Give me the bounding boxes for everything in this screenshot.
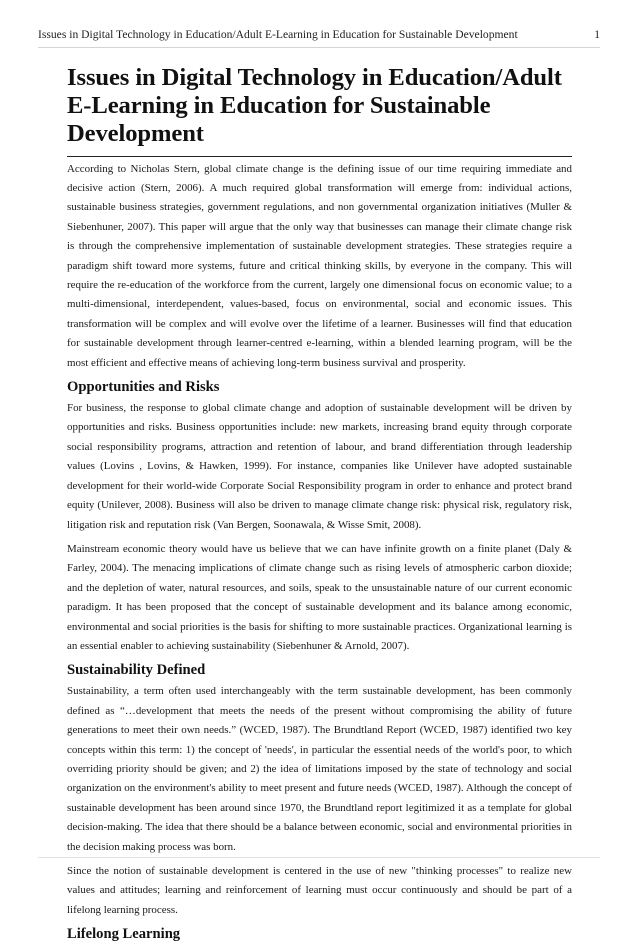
document-title: Issues in Digital Technology in Education/Adult E-Learning in Education for Sustainable Development (67, 64, 562, 148)
document-body (67, 64, 572, 946)
title-divider (67, 156, 572, 157)
paragraph: Since the notion of sustainable development is centered in the use of new "thinking processes" to realize new values and attitudes; learning and reinforcement of learning must occur continuously and should be part of a lifelong learning process. (67, 865, 572, 916)
footer-divider (38, 857, 600, 858)
header-divider (38, 47, 600, 48)
intro-paragraph: According to Nicholas Stern, global climate change is the defining issue of our time requiring immediate and decisive action (Stern, 2006). A much required global transformation will emerge from: individual actions, sustainable business strategies, government regulations, and non governmental organization initiatives (Muller & Siebenhuner, 2007). This paper will argue that the only way that businesses can manage their climate change risk is through the comprehensive implementation of sustainable development strategies. These strategies require a paradigm shift toward more systems, future and critical thinking skills, by everyone in the company. This will require the re-education of the workforce from the current, largely one dimensional focus on economic value; to a multi-dimensional, interdependent, values-based, focus on environmental, social and economic issues. This transformation will be complex and will evolve over the lifetime of a learner. Businesses will find that education for sustainable development through learner-centred e-learning, within a blended learning program, will be the most efficient and effective means of achieving long-term business survival and prosperity. (67, 162, 572, 369)
section-heading-opportunities-and-risks: Opportunities and Risks (67, 379, 220, 396)
running-header-title: Issues in Digital Technology in Education/Adult E-Learning in Education for Sustainable Development (38, 28, 518, 41)
section-heading-lifelong-learning: Lifelong Learning (67, 926, 181, 943)
section-heading-sustainability-defined: Sustainability Defined (67, 662, 206, 679)
running-header (38, 27, 600, 43)
paragraph: Mainstream economic theory would have us believe that we can have infinite growth on a finite planet (Daly & Farley, 2004). The menacing implications of climate change such as rising levels of atmospheric carbon dioxide; and the depletion of water, natural resources, and soils, speak to the unsustainable nature of our current economic paradigm. It has been proposed that the concept of sustainable development and its balance among economic, environmental and social priorities is the basis for shifting to more sustainable practices. Organizational learning is an essential enabler to achieving sustainability (Siebenhuner & Arnold, 2007). (67, 542, 572, 652)
paragraph: Sustainability, a term often used interchangeably with the term sustainable development, has been commonly defined as “…development that meets the needs of the present without compromising the ability of future generations to meet their own needs.” (WCED, 1987). The Brundtland Report (WCED, 1987) identified two key concepts within this term: 1) the concept of 'needs', in particular the essential needs of the world's poor, to which overriding priority should be given; and 2) the idea of limitations imposed by the state of technology and social organization on the environment's ability to meet present and future needs (WCED, 1987). Although the concept of sustainable development has been around since 1970, the Brundtland report legitimized it as a template for global decision-making. The idea that there should be a balance between economic, social and environmental priorities in the decision making process was born. (67, 685, 572, 853)
page-number: 1 (594, 28, 600, 41)
paragraph: For business, the response to global climate change and adoption of sustainable development will be driven by opportunities and risks. Business opportunities include: new markets, increasing brand equity through corporate social responsibility programs, attraction and retention of labour, and brand differentiation through leadership values (Lovins , Lovins, & Hawken, 1999). For instance, companies like Unilever have adopted sustainable development for their world-wide Corporate Social Responsibility program in order to enhance and protect brand equity (Unilever, 2008). Business will also be driven to manage climate change risk: physical risk, regulatory risk, litigation risk and reputation risk (Van Bergen, Soonawala, & Wisse Smit, 2008). (67, 402, 572, 531)
